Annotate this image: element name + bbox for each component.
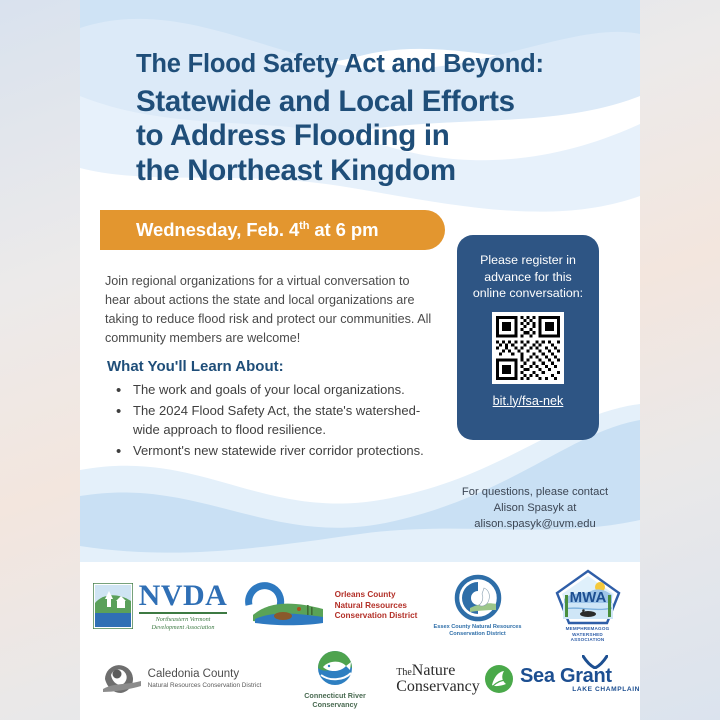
logo-lake-champlain-sea-grant xyxy=(520,666,640,693)
title-line-2b: to Address Flooding in xyxy=(136,119,450,153)
essex-county-emblem-icon xyxy=(448,574,508,622)
sea-grant-wordmark: Sea Grant xyxy=(520,664,612,687)
tnc-nature: Nature xyxy=(411,662,456,680)
learn-list xyxy=(107,381,437,463)
event-date-ordinal: th xyxy=(299,219,310,232)
registration-card xyxy=(457,235,599,440)
event-date-text xyxy=(100,219,378,241)
mwa-emblem-icon xyxy=(555,569,621,625)
logo-nvda xyxy=(80,578,240,632)
connecticut-river-emblem-icon xyxy=(313,649,357,689)
nvda-subtitle-2: Development Association xyxy=(151,623,215,631)
poster-title xyxy=(136,50,606,188)
orleans-name-3: Conservation District xyxy=(334,611,418,621)
contact-info xyxy=(435,484,635,533)
logo-caledonia-county-nrcd xyxy=(80,659,280,699)
caledonia-name: Caledonia County xyxy=(147,668,240,681)
registration-heading: Please register in advance for this online conversation: xyxy=(472,253,584,300)
qr-code-icon xyxy=(496,316,560,380)
list-item: • Vermont's new statewide river corridor protections. xyxy=(107,442,437,461)
list-item: • The work and goals of your local organizations. xyxy=(107,381,437,400)
logo-row-1 xyxy=(80,570,640,642)
mwa-subtitle-3: ASSOCIATION xyxy=(570,637,605,643)
event-date-prefix: Wednesday, Feb. 4 xyxy=(136,219,300,240)
crc-name-2: Conservancy xyxy=(312,700,358,709)
svg-text:MWA: MWA xyxy=(569,589,606,607)
logo-row-2 xyxy=(80,648,640,710)
event-date-banner xyxy=(100,210,445,250)
contact-line-2: Alison Spasyk at xyxy=(493,502,577,515)
caledonia-subtitle: Natural Resources Conservation District xyxy=(147,681,262,689)
mwa-subtitle-2: WATERSHED xyxy=(572,631,603,637)
sponsor-logos xyxy=(80,562,640,720)
crc-name-1: Connecticut River xyxy=(304,690,366,700)
title-line-2c: the Northeast Kingdom xyxy=(136,153,456,187)
logo-the-nature-conservancy xyxy=(390,663,520,694)
tnc-the: The xyxy=(396,667,412,679)
orleans-name-1: Orleans County xyxy=(334,590,396,600)
nvda-wordmark: NVDA xyxy=(138,578,228,612)
poster-page xyxy=(80,0,640,720)
title-line-1: The Flood Safety Act and Beyond: xyxy=(136,50,544,78)
essex-name-2: Conservation District xyxy=(449,631,506,637)
contact-email: alison.spasyk@uvm.edu xyxy=(474,518,596,531)
logo-mwa xyxy=(535,569,640,643)
sea-grant-subtitle: LAKE CHAMPLAIN xyxy=(572,685,640,693)
tnc-conservancy: Conservancy xyxy=(396,678,480,696)
caledonia-emblem-icon xyxy=(99,659,143,699)
event-date-suffix: at 6 pm xyxy=(309,219,379,240)
orleans-county-emblem-icon xyxy=(243,581,329,631)
registration-link[interactable]: bit.ly/fsa-nek xyxy=(492,393,564,408)
tnc-oak-leaf-icon xyxy=(484,664,514,694)
logo-connecticut-river-conservancy xyxy=(280,649,390,710)
logo-orleans-county-nrcd xyxy=(240,581,420,631)
intro-paragraph: Join regional organizations for a virtual conversation to hear about actions the state and local organizations are taking to reduce flood risk and protect our communities. All community members are welcome! xyxy=(105,274,432,346)
nvda-subtitle-1: Northeastern Vermont xyxy=(155,615,211,623)
mwa-subtitle-1: MEMPHREMAGOG xyxy=(565,626,610,632)
title-line-2a: Statewide and Local Efforts xyxy=(136,84,515,118)
learn-heading: What You'll Learn About: xyxy=(107,358,284,375)
qr-code[interactable] xyxy=(492,312,564,384)
nvda-emblem-icon xyxy=(93,583,133,629)
orleans-name-2: Natural Resources xyxy=(334,600,407,610)
list-item: • The 2024 Flood Safety Act, the state's watershed-wide approach to flood resilience. xyxy=(107,402,437,440)
logo-essex-county-nrcd xyxy=(420,574,535,638)
essex-name-1: Essex County Natural Resources xyxy=(433,624,522,631)
contact-line-1: For questions, please contact xyxy=(461,486,609,498)
sea-grant-swoosh-icon xyxy=(582,655,608,669)
